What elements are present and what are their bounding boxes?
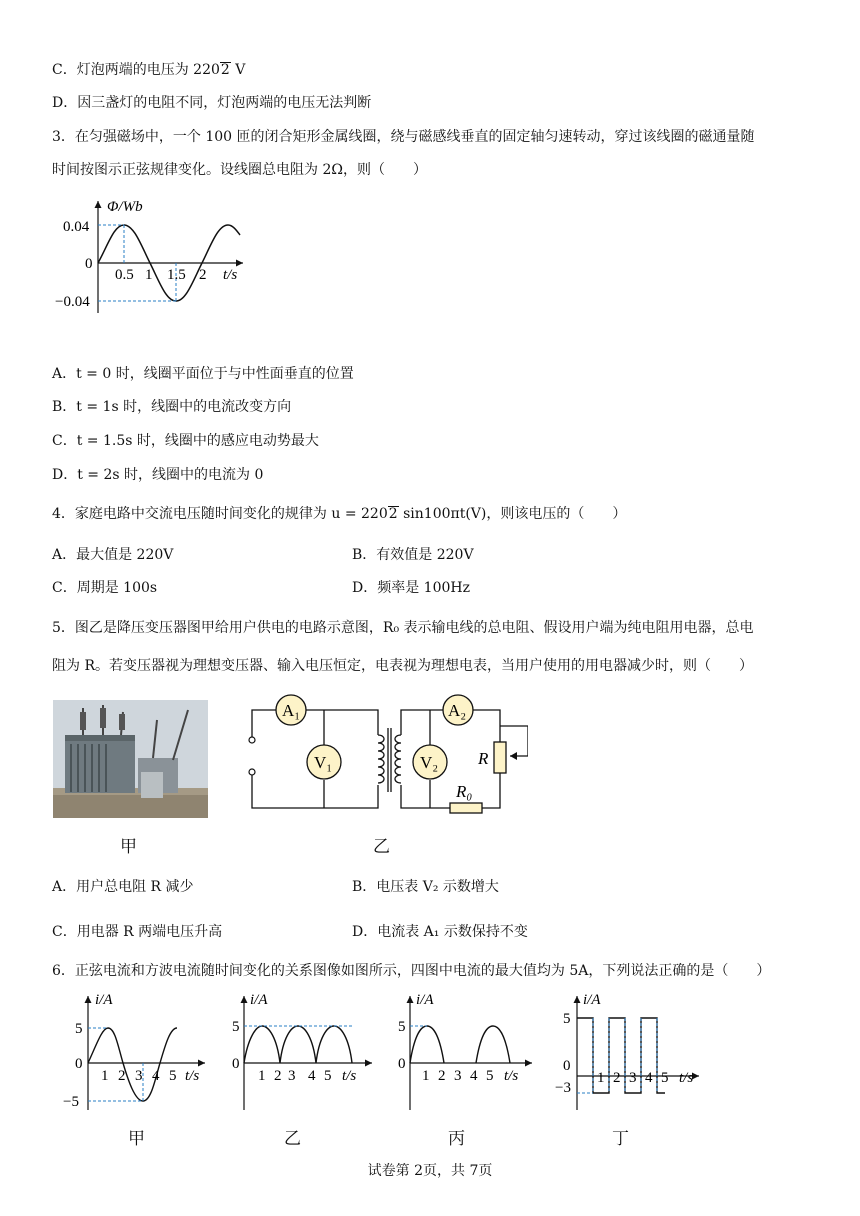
- svg-text:i/A: i/A: [416, 992, 434, 1008]
- q5-stem-line2: 阻为 R。若变压器视为理想变压器、输入电压恒定，电表视为理想电表，当用户使用的用电器减少时，则（ ）: [52, 658, 753, 674]
- svg-text:i/A: i/A: [95, 992, 113, 1008]
- svg-text:−5: −5: [63, 1094, 79, 1110]
- svg-text:t/s: t/s: [679, 1070, 694, 1086]
- q3-option-a: A．t = 0 时，线圈平面位于与中性面垂直的位置: [52, 366, 354, 382]
- svg-text:3: 3: [135, 1068, 143, 1084]
- svg-text:5: 5: [661, 1070, 669, 1086]
- svg-text:5: 5: [324, 1068, 332, 1084]
- svg-text:5: 5: [75, 1021, 83, 1037]
- svg-text:2: 2: [613, 1070, 621, 1086]
- q4-stem: 4．家庭电路中交流电压随时间变化的规律为 u = 2202 sin100πt(V)，则该电压的（ ）: [52, 506, 627, 522]
- svg-text:V₂: V₂: [420, 753, 439, 772]
- q3-x-tick-1: 1: [145, 267, 153, 283]
- q3-ylabel: Φ/Wb: [107, 199, 143, 215]
- svg-text:V₁: V₁: [314, 753, 333, 772]
- q5-option-d: D．电流表 A₁ 示数保持不变: [352, 924, 528, 940]
- q6-caption-jia: 甲: [128, 1129, 145, 1149]
- svg-text:A₂: A₂: [448, 701, 467, 720]
- svg-text:3: 3: [288, 1068, 296, 1084]
- q5-stem-line1: 5．图乙是降压变压器图甲给用户供电的电路示意图，R₀ 表示输电线的总电阻、假设用户端为纯电阻用电器，总电: [52, 620, 754, 636]
- q4-option-a: A．最大值是 220V: [52, 547, 174, 563]
- svg-text:2: 2: [118, 1068, 126, 1084]
- svg-text:0: 0: [232, 1056, 240, 1072]
- q5-circuit-diagram: [238, 690, 528, 830]
- q6-caption-ding: 丁: [612, 1129, 629, 1149]
- sqrt-symbol: 2: [220, 62, 230, 78]
- sqrt-symbol: 2: [388, 506, 398, 522]
- svg-text:−3: −3: [555, 1080, 571, 1096]
- svg-text:5: 5: [232, 1019, 240, 1035]
- q3-xlabel: t/s: [223, 267, 238, 283]
- q3-x-tick-0: 0.5: [115, 267, 134, 283]
- q4-option-c: C．周期是 100s: [52, 580, 158, 596]
- q3-flux-graph: [55, 195, 260, 320]
- svg-text:4: 4: [645, 1070, 653, 1086]
- page-footer: 试卷第 2页，共 7页: [367, 1163, 493, 1179]
- q3-y-bottom: −0.04: [55, 294, 90, 310]
- svg-text:3: 3: [454, 1068, 462, 1084]
- q6-graph-ding: [555, 988, 705, 1113]
- q5-option-a: A．用户总电阻 R 减少: [52, 879, 194, 895]
- svg-text:2: 2: [274, 1068, 282, 1084]
- svg-text:5: 5: [169, 1068, 177, 1084]
- svg-text:t/s: t/s: [504, 1068, 519, 1084]
- q6-stem: 6．正弦电流和方波电流随时间变化的关系图像如图所示，四图中电流的最大值均为 5A，下列说法正确的是（ ）: [52, 963, 771, 979]
- q3-x-tick-3: 2: [199, 267, 207, 283]
- q3-option-d: D．t = 2s 时，线圈中的电流为 0: [52, 467, 264, 483]
- svg-text:1: 1: [101, 1068, 109, 1084]
- svg-text:i/A: i/A: [583, 992, 601, 1008]
- q2-option-c: C．灯泡两端的电压为 2202 V: [52, 62, 246, 78]
- svg-text:t/s: t/s: [185, 1068, 200, 1084]
- q3-stem-line1: 3．在匀强磁场中，一个 100 匝的闭合矩形金属线圈，绕与磁感线垂直的固定轴匀速转动，穿过该线圈的磁通量随: [52, 129, 755, 145]
- transformer-photo: [53, 700, 208, 818]
- caption-yi: 乙: [373, 837, 390, 857]
- resistor-r: [494, 742, 506, 773]
- svg-text:2: 2: [438, 1068, 446, 1084]
- svg-text:i/A: i/A: [250, 992, 268, 1008]
- svg-text:5: 5: [398, 1019, 406, 1035]
- svg-text:5: 5: [486, 1068, 494, 1084]
- resistor-r0: [450, 803, 482, 813]
- q5-option-c: C．用电器 R 两端电压升高: [52, 924, 223, 940]
- svg-text:1: 1: [597, 1070, 605, 1086]
- svg-text:4: 4: [470, 1068, 478, 1084]
- q6-graph-yi: [222, 988, 382, 1113]
- q4-option-d: D．频率是 100Hz: [352, 580, 470, 596]
- q3-option-b: B．t = 1s 时，线圈中的电流改变方向: [52, 399, 292, 415]
- svg-text:5: 5: [563, 1011, 571, 1027]
- q4-option-b: B．有效值是 220V: [352, 547, 474, 563]
- q3-stem-line2: 时间按图示正弦规律变化。设线圈总电阻为 2Ω，则（ ）: [52, 162, 427, 178]
- svg-text:3: 3: [629, 1070, 637, 1086]
- svg-text:A₁: A₁: [282, 701, 301, 720]
- q2-option-d: D．因三盏灯的电阻不同，灯泡两端的电压无法判断: [52, 95, 372, 111]
- svg-text:4: 4: [152, 1068, 160, 1084]
- svg-text:0: 0: [398, 1056, 406, 1072]
- svg-text:1: 1: [422, 1068, 430, 1084]
- q3-option-c: C．t = 1.5s 时，线圈中的感应电动势最大: [52, 433, 319, 449]
- svg-text:R: R: [478, 749, 489, 768]
- svg-text:4: 4: [308, 1068, 316, 1084]
- svg-text:R₀: R₀: [456, 782, 473, 801]
- q6-caption-yi: 乙: [284, 1129, 301, 1149]
- svg-text:0: 0: [75, 1056, 83, 1072]
- svg-text:t/s: t/s: [342, 1068, 357, 1084]
- caption-jia: 甲: [120, 837, 137, 857]
- q6-caption-bing: 丙: [448, 1129, 465, 1149]
- q3-y-top: 0.04: [63, 219, 90, 235]
- q5-option-b: B．电压表 V₂ 示数增大: [352, 879, 499, 895]
- q3-y-zero: 0: [85, 256, 93, 272]
- q6-graph-bing: [390, 988, 540, 1113]
- q3-x-tick-2: 1.5: [167, 267, 186, 283]
- svg-text:0: 0: [563, 1058, 571, 1074]
- q6-graph-jia: [55, 988, 215, 1113]
- svg-text:1: 1: [258, 1068, 266, 1084]
